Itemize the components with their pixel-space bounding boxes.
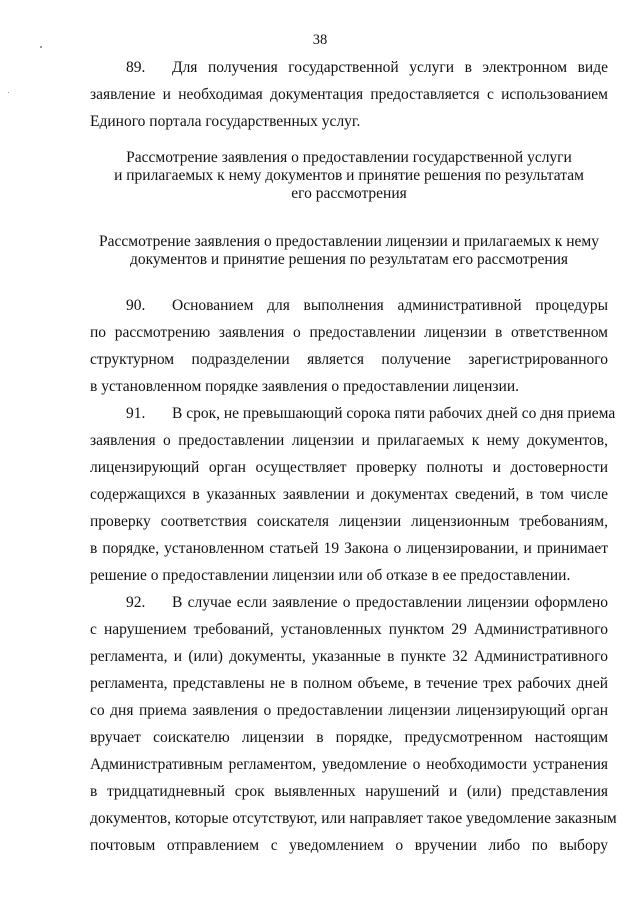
paragraph-number: 92. [126, 594, 146, 611]
paragraph-89-line-2: заявление и необходимая документация предоставляется с использованием [90, 86, 608, 103]
paragraph-91-line-1: 91. В срок, не превышающий сорока пяти рабочих дней со дня приема [90, 404, 608, 424]
scan-speck [8, 92, 9, 93]
paragraph-90-line-1: 90. Основанием для выполнения административной процедуры [90, 296, 608, 316]
section-heading-line-1: Рассмотрение заявления о предоставлении государственной услуги [126, 149, 572, 166]
paragraph-89-line-3: Единого портала государственных услуг. [90, 113, 361, 130]
paragraph-92-line-2: с нарушением требований, установленных пунктом 29 Административного [90, 621, 608, 638]
paragraph-90-line-3: структурном подразделении является получение зарегистрированного [90, 351, 608, 368]
paragraph-91-line-3: лицензирующий орган осуществляет проверку полноты и достоверности [90, 459, 608, 476]
paragraph-92-line-10: почтовым отправлением с уведомлением о вручении либо по выбору [90, 837, 608, 854]
paragraph-92-line-4: регламента, представлены не в полном объеме, в течение трех рабочих дней [90, 675, 608, 692]
paragraph-91-line-4: содержащихся в указанных заявлении и документах сведений, в том числе [90, 486, 608, 503]
subsection-heading-line-2: документов и принятие решения по результатам его рассмотрения [129, 251, 569, 268]
paragraph-92-line-9: документов, которые отсутствуют, или направляет такое уведомление заказным [90, 810, 617, 827]
paragraph-92-line-1: 92. В случае если заявление о предоставлении лицензии оформлено [90, 593, 608, 613]
subsection-heading-line-1: Рассмотрение заявления о предоставлении лицензии и прилагаемых к нему [99, 233, 599, 250]
paragraph-89-line-1: 89. Для получения государственной услуги в электронном виде [90, 58, 608, 78]
paragraph-91-line-5: проверку соответствия соискателя лицензии лицензионным требованиям, [90, 513, 608, 530]
paragraph-91-line-2: заявления о предоставлении лицензии и прилагаемых к нему документов, [90, 432, 608, 449]
paragraph-91-line-7: решение о предоставлении лицензии или об отказе в ее предоставлении. [90, 567, 571, 584]
paragraph-92-line-3: регламента, и (или) документы, указанные в пункте 32 Административного [90, 648, 608, 665]
paragraph-92-line-7: Административным регламентом, уведомление о необходимости устранения [90, 756, 608, 773]
paragraph-90-line-2: по рассмотрению заявления о предоставлении лицензии в ответственном [90, 324, 608, 341]
paragraph-number: 90. [126, 297, 146, 314]
section-heading-line-2: и прилагаемых к нему документов и принятие решения по результатам [114, 167, 584, 184]
paragraph-92-line-6: вручает соискателю лицензии в порядке, предусмотренном настоящим [90, 729, 608, 746]
section-heading-line-3: его рассмотрения [291, 185, 407, 202]
paragraph-92-line-8: в тридцатидневный срок выявленных нарушений и (или) представления [90, 783, 608, 800]
paragraph-91-line-6: в порядке, установленном статьей 19 Закона о лицензировании, и принимает [90, 540, 608, 557]
paragraph-number: 89. [126, 59, 146, 76]
paragraph-92-line-5: со дня приема заявления о предоставлении лицензии лицензирующий орган [90, 702, 608, 719]
paragraph-90-line-4: в установленном порядке заявления о предоставлении лицензии. [90, 378, 519, 395]
page-number: 38 [312, 32, 328, 48]
paragraph-number: 91. [126, 405, 146, 422]
